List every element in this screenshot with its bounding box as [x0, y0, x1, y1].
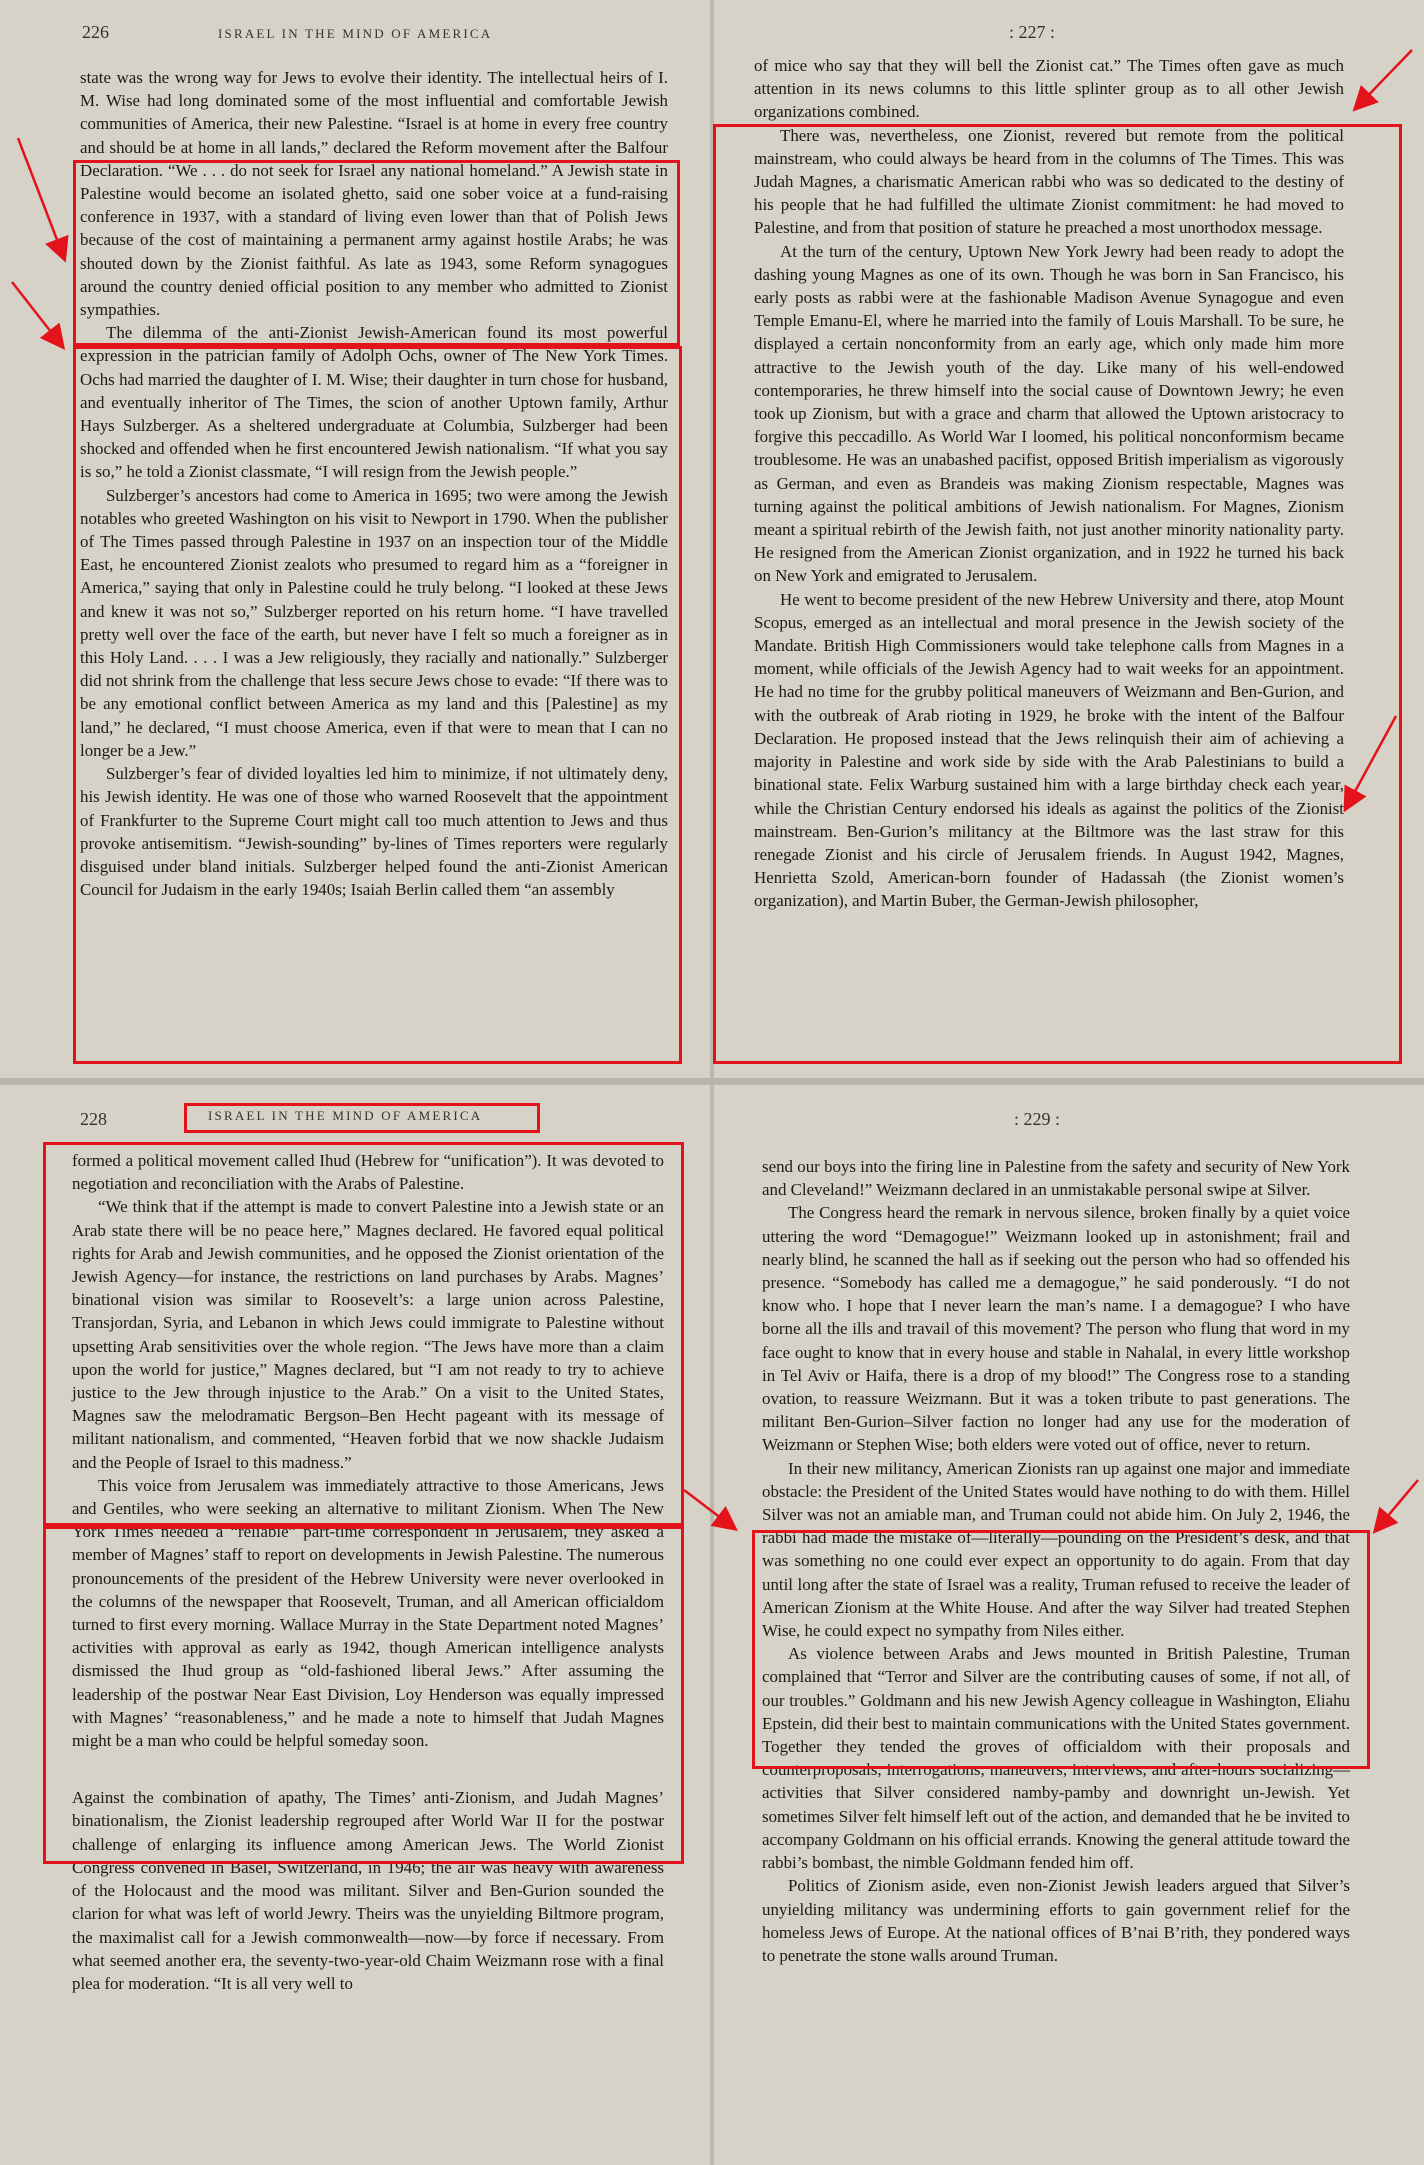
paragraph: state was the wrong way for Jews to evolve their identity. The intellectual heirs of I. M. Wise had long dominated some of the most influential and comfortable Jewish communities of America, their new Palestine. “Israel is at home in every free country and should be at home in all lands,” declared the Reform movement after the Balfour Declaration. “We . . . do not seek for Israel any national homeland.” A Jewish state in Palestine would become an isolated ghetto, said one sober voice at a fund-raising conference in 1937, with a standard of living even lower than that of Polish Jews because of the cost of maintaining a permanent army against hostile Arabs; he was shouted down by the Zionist faithful. As late as 1943, some Reform synagogues around the country denied official position to any member who admitted to Zionist sympathies.: [80, 68, 668, 320]
page-228: [0, 1085, 710, 2165]
page-227: [714, 0, 1424, 1078]
paragraph: send our boys into the firing line in Palestine from the safety and security of New York and Cleveland!” Weizmann declared in an unmistakable personal swipe at Silver.: [762, 1157, 1350, 1200]
paragraph: There was, nevertheless, one Zionist, revered but remote from the political mainstream, who could always be heard from in the columns of The Times. This was Judah Magnes, a charismatic American rabbi who was so dedicated to the destiny of his people that he had fulfilled the ultimate Zionist commitment: he had moved to Palestine, and from that position of stature he preached a most unorthodox message.: [754, 125, 1344, 238]
page-number: : 227 :: [1009, 22, 1056, 42]
body-text: [762, 1155, 1350, 1967]
paragraph: In their new militancy, American Zionists ran up against one major and immediate obstacle: the President of the United States would have nothing to do with them. Hillel Silver was not an amiable man, and Truman could not abide him. On July 2, 1946, the rabbi had made the mistake of—literally—pounding on the President’s desk, and that was something no one could ever expect an opportunity to do again. From that day until long after the state of Israel was a reality, Truman refused to receive the leader of American Zionism at the White House. And after the way Silver had treated Stephen Wise, he could expect no sympathy from Niles either.: [762, 1458, 1350, 1641]
paragraph: Against the combination of apathy, The Times’ anti-Zionism, and Judah Magnes’ binationalism, the Zionist leadership regrouped after World War II for the postwar challenge of enlarging its influence among American Jews. The World Zionist Congress convened in Basel, Switzerland, in 1946; the air was heavy with awareness of the Holocaust and the mood was militant. Silver and Ben-Gurion sounded the clarion for what was left of world Jewry. Theirs was the unyielding Biltmore program, the maximalist call for a Jewish commonwealth—now—by force if necessary. From what seemed another era, the seventy-two-year-old Chaim Weizmann rose with a final plea for moderation. “It is all very well to: [72, 1788, 664, 1993]
page-226: [0, 0, 710, 1078]
paragraph: Sulzberger’s ancestors had come to America in 1695; two were among the Jewish notables who greeted Washington on his visit to Newport in 1790. When the publisher of The Times passed through Palestine in 1937 on an inspection tour of the Middle East, he encountered Zionist zealots who presumed to regard him as a “foreigner in America,” saying that only in Palestine could he truly belong. “I looked at these Jews and knew it was not so,” Sulzberger reported on his return home. “I have travelled pretty well over the face of the earth, but never have I felt so much a foreigner as in this Holy Land. . . . I was a Jew religiously, they racially and nationally.” Sulzberger did not shrink from the challenge that less secure Jews chose to evade: “If there was to be any emotional conflict between America as my land and this [Palestine] as my land,” he declared, “I must choose America, even if that were to mean that I can no longer be a Jew.”: [80, 485, 668, 760]
paragraph: of mice who say that they will bell the Zionist cat.” The Times often gave as much attention in its news columns to this little splinter group as to all other Jewish organizations combined.: [754, 56, 1344, 122]
paragraph: Sulzberger’s fear of divided loyalties led him to minimize, if not ultimately deny, his Jewish identity. He was one of those who warned Roosevelt that the appointment of Frankfurter to the Supreme Court might call too much attention to Jews and thus provoke antisemitism. “Jewish-sounding” by-lines of Times reporters were regularly disguised under bland initials. Sulzberger helped found the anti-Zionist American Council for Judaism in the early 1940s; Isaiah Berlin called them “an assembly: [80, 764, 668, 900]
paragraph: Politics of Zionism aside, even non-Zionist Jewish leaders argued that Silver’s unyielding militancy was undermining efforts to gain government relief for the homeless Jews of Europe. At the national offices of B’nai B’rith, they pondered ways to penetrate the stone walls around Truman.: [762, 1876, 1350, 1965]
paragraph: This voice from Jerusalem was immediately attractive to those Americans, Jews and Gentiles, who were seeking an alternative to militant Zionism. When The New York Times needed a “reliable” part-time correspondent in Jerusalem, they asked a member of Magnes’ staff to report on developments in Jewish Palestine. The numerous pronouncements of the president of the Hebrew University were never overlooked in the columns of the newspaper that Roosevelt, Truman, and all American officialdom turned to first every morning. Wallace Murray in the State Department noted Magnes’ activities with approval as early as 1942, though American intelligence analysts dismissed the Ihud group as “old-fashioned liberal Jews.” After assuming the leadership of the postwar Near East Division, Loy Henderson was equally impressed with Magnes’ “reasonableness,” and he made a note to himself that Judah Magnes might be a man who could be helpful someday soon.: [72, 1475, 664, 1751]
running-head: ISRAEL IN THE MIND OF AMERICA: [218, 26, 493, 41]
page-number: : 229 :: [1014, 1109, 1061, 1129]
running-head: ISRAEL IN THE MIND OF AMERICA: [208, 1108, 483, 1123]
paragraph: As violence between Arabs and Jews mounted in British Palestine, Truman complained that “Terror and Silver are the contributing causes of some, if not all, of our troubles.” Goldmann and his new Jewish Agency colleague in Washington, Eliahu Epstein, did their best to maintain communications with the United States government. Together they tended the groves of officialdom with their proposals and counterproposals, interrogations, maneuvers, interviews, and after-hours socializing—activities that Silver considered namby-pamby and downright un-Jewish. Yet sometimes Silver felt himself left out of the action, and demanded that he be invited to accompany Goldmann on his official errands. Knowing the general attitude toward the rabbi’s bombast, the nimble Goldmann fended him off.: [762, 1644, 1350, 1873]
gutter-horizontal: [0, 1078, 1424, 1085]
body-text: [754, 54, 1344, 913]
paragraph: At the turn of the century, Uptown New York Jewry had been ready to adopt the dashing young Magnes as one of its own. Though he was born in San Francisco, his early posts as rabbi were at the fashionable Madison Avenue Synagogue and even Temple Emanu-El, where he married into the family of Louis Marshall. To be sure, he displayed a certain nonconformity from an early age, which only made him more attractive to the Jewish youth of the day. Like many of his well-endowed contemporaries, he threw himself into the social cause of Downtown Jewry; he even took up Zionism, but with a grace and charm that allowed the Uptown aristocracy to forgive this peccadillo. As World War I loomed, his political nonconformism became troublesome. He was an unabashed pacifist, opposed British imperialism as vigorously as German, and even as Brandeis was making Zionism respectable, Magnes was turning against the political ambitions of Jewish nationalism. For Magnes, Zionism meant a spiritual rebirth of the Jewish faith, not just another minority nationality party. He resigned from the American Zionist organization, and in 1922 he turned his back on New York and emigrated to Jerusalem.: [754, 241, 1344, 586]
paragraph: The dilemma of the anti-Zionist Jewish-American found its most powerful expression in the patrician family of Adolph Ochs, owner of The New York Times. Ochs had married the daughter of I. M. Wise; their daughter in turn chose for husband, and eventually inheritor of The Times, the scion of another Uptown family, Arthur Hays Sulzberger. As a sheltered undergraduate at Columbia, Sulzberger had been shocked and offended when he first encountered Jewish nationalism. “If what you say is so,” he told a Zionist classmate, “I will resign from the Jewish people.”: [80, 323, 668, 482]
page-229: [714, 1085, 1424, 2165]
page-number: 228: [80, 1109, 107, 1129]
page-number: 226: [82, 22, 109, 42]
paragraph: “We think that if the attempt is made to convert Palestine into a Jewish state or an Arab state there will be no peace here,” Magnes declared. He favored equal political rights for Arab and Jewish communities, and he opposed the Zionist orientation of the Jewish Agency—for instance, the restrictions on land purchases by Arabs. Magnes’ binational vision was similar to Roosevelt’s: a large union across Palestine, Transjordan, Syria, and Lebanon in which Jews could immigrate to Palestine without upsetting Arab sensitivities over the whole region. “The Jews have more than a claim upon the world for justice,” Magnes declared, but “I am not ready to try to achieve justice to the Jew through injustice to the Arab.” On a visit to the United States, Magnes saw the melodramatic Bergson–Ben Hecht pageant with its message of militant nationalism, and commented, “Heaven forbid that we now shackle Judaism and the People of Israel to this madness.”: [72, 1197, 664, 1472]
paragraph: formed a political movement called Ihud (Hebrew for “unification”). It was devoted to negotiation and reconciliation with the Arabs of Palestine.: [72, 1151, 664, 1194]
paragraph: The Congress heard the remark in nervous silence, broken finally by a quiet voice uttering the word “Demagogue!” Weizmann looked up in astonishment; frail and nearly blind, he scanned the hall as if seeking out the person who had so offended his presence. “Somebody has called me a demagogue,” he said ponderously. “I do not know who. I hope that I never learn the man’s name. I a demagogue? I who have borne all the ills and travail of this movement? The person who flung that word in my face ought to know that in every house and stable in Nahalal, in every little workshop in Tel Aviv or Haifa, there is a drop of my blood!” The Congress rose to a standing ovation, to reassure Weizmann. But it was a token tribute to past generations. The militant Ben-Gurion–Silver faction no longer had any use for the moderation of Weizmann or Stephen Wise; both elders were voted out of office, never to return.: [762, 1203, 1350, 1455]
paragraph: He went to become president of the new Hebrew University and there, atop Mount Scopus, emerged as an intellectual and moral presence in the Jewish society of the Mandate. British High Commissioners would take telephone calls from Magnes in a moment, while officials of the Jewish Agency had to wait weeks for an appointment. He had no time for the grubby political maneuvers of Weizmann and Ben-Gurion, and with the outbreak of Arab rioting in 1929, he broke with the intent of the Balfour Declaration. He proposed instead that the Jews relinquish their aim of achieving a majority in Palestine and work side by side with the Arab Palestinians to build a binational state. Felix Warburg sustained him with a large birthday check each year, while the Christian Century endorsed his ideals as against the politics of the Zionist mainstream. Ben-Gurion’s militancy at the Biltmore was the last straw for this renegade Zionist and his circle of Jerusalem friends. In August 1942, Magnes, Henrietta Szold, American-born founder of Hadassah (the Zionist women’s organization), and Martin Buber, the German-Jewish philosopher,: [754, 589, 1344, 911]
body-text: [72, 1149, 664, 1995]
body-text: [80, 66, 668, 901]
